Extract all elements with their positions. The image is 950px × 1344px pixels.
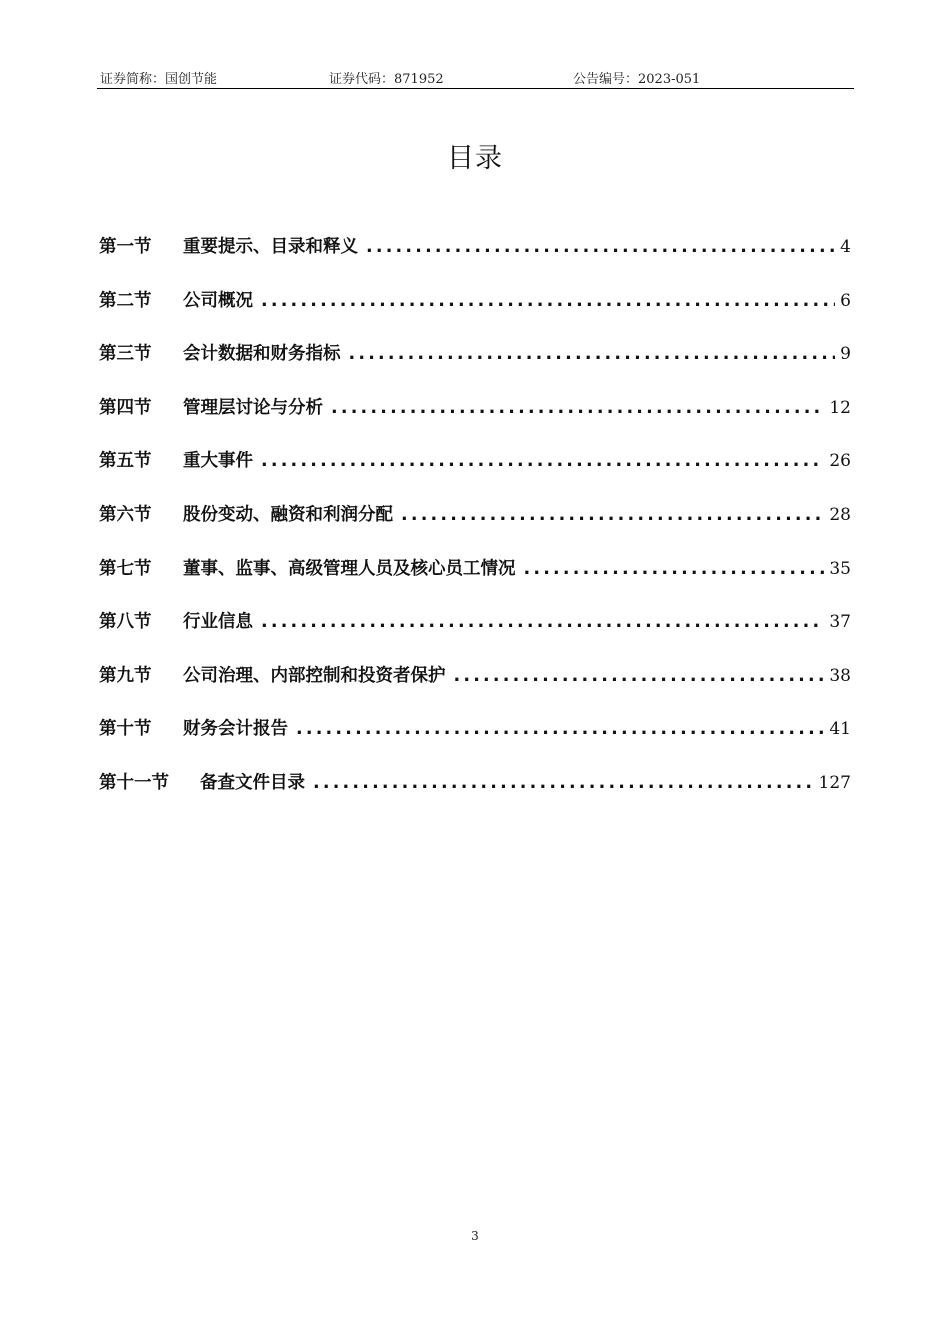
toc-section-number: 第八节: [99, 612, 152, 633]
toc-section-title: 股份变动、融资和利润分配: [183, 504, 393, 525]
toc-page-number: 4: [840, 237, 851, 257]
toc-section-title: 重要提示、目录和释义: [183, 237, 358, 257]
page-header: [97, 66, 854, 89]
toc-dot-leader: [261, 612, 824, 632]
toc-page-number: 127: [818, 772, 851, 793]
toc-section-number: 第一节: [99, 237, 152, 257]
toc-section-number: 第三节: [99, 344, 152, 365]
toc-page-number: 26: [829, 451, 851, 472]
toc-dot-leader: [366, 237, 835, 257]
toc-entry[interactable]: [99, 608, 851, 662]
toc-section-number: 第四节: [99, 397, 152, 418]
toc-section-title: 重大事件: [183, 451, 253, 472]
toc-entry[interactable]: [99, 233, 851, 287]
toc-page-number: 6: [840, 290, 851, 311]
toc-page-number: 12: [829, 397, 851, 418]
toc-entry[interactable]: [99, 715, 851, 769]
toc-page-number: 41: [829, 719, 851, 740]
toc-page-number: 9: [840, 344, 851, 365]
toc-section-number: 第六节: [99, 504, 152, 525]
toc-entry[interactable]: [99, 555, 851, 609]
toc-page-number: 35: [829, 558, 851, 579]
toc-section-number: 第七节: [99, 558, 152, 579]
toc-section-number: 第二节: [99, 290, 152, 311]
toc-section-title: 会计数据和财务指标: [183, 344, 341, 365]
toc-entry[interactable]: [99, 769, 851, 823]
toc-section-title: 公司治理、内部控制和投资者保护: [183, 665, 446, 686]
toc-entry[interactable]: [99, 287, 851, 341]
toc-section-number: 第九节: [99, 665, 152, 686]
toc-section-title: 管理层讨论与分析: [183, 397, 323, 418]
toc-dot-leader: [313, 773, 814, 793]
toc-entry[interactable]: [99, 662, 851, 716]
toc-page-number: 28: [829, 504, 851, 525]
toc-section-title: 备查文件目录: [200, 772, 305, 793]
toc-dot-leader: [261, 291, 835, 311]
toc-entry[interactable]: [99, 340, 851, 394]
page-number: 3: [471, 1229, 479, 1243]
toc-page-number: 38: [829, 665, 851, 686]
toc-section-title: 董事、监事、高级管理人员及核心员工情况: [183, 558, 516, 579]
toc-dot-leader: [261, 451, 824, 471]
toc-entry[interactable]: [99, 447, 851, 501]
toc-section-title: 财务会计报告: [183, 719, 288, 740]
security-code: 证券代码：871952: [329, 72, 444, 87]
toc-dot-leader: [454, 666, 825, 686]
toc-page-number: 37: [829, 612, 851, 633]
toc-dot-leader: [524, 559, 825, 579]
toc-dot-leader: [401, 505, 824, 525]
toc-dot-leader: [349, 344, 836, 364]
toc-section-number: 第十一节: [99, 772, 169, 793]
page-title: 目录: [447, 143, 503, 174]
toc-section-number: 第五节: [99, 451, 152, 472]
toc-section-title: 公司概况: [183, 290, 253, 311]
security-short-name: 证券简称：国创节能: [100, 72, 218, 87]
toc-section-number: 第十节: [99, 719, 152, 740]
toc-entry[interactable]: [99, 501, 851, 555]
toc-dot-leader: [331, 398, 824, 418]
toc-entry[interactable]: [99, 394, 851, 448]
toc-section-title: 行业信息: [183, 612, 253, 633]
toc-dot-leader: [296, 719, 824, 739]
notice-number: 公告编号：2023-051: [573, 72, 701, 87]
table-of-contents: [99, 233, 851, 823]
